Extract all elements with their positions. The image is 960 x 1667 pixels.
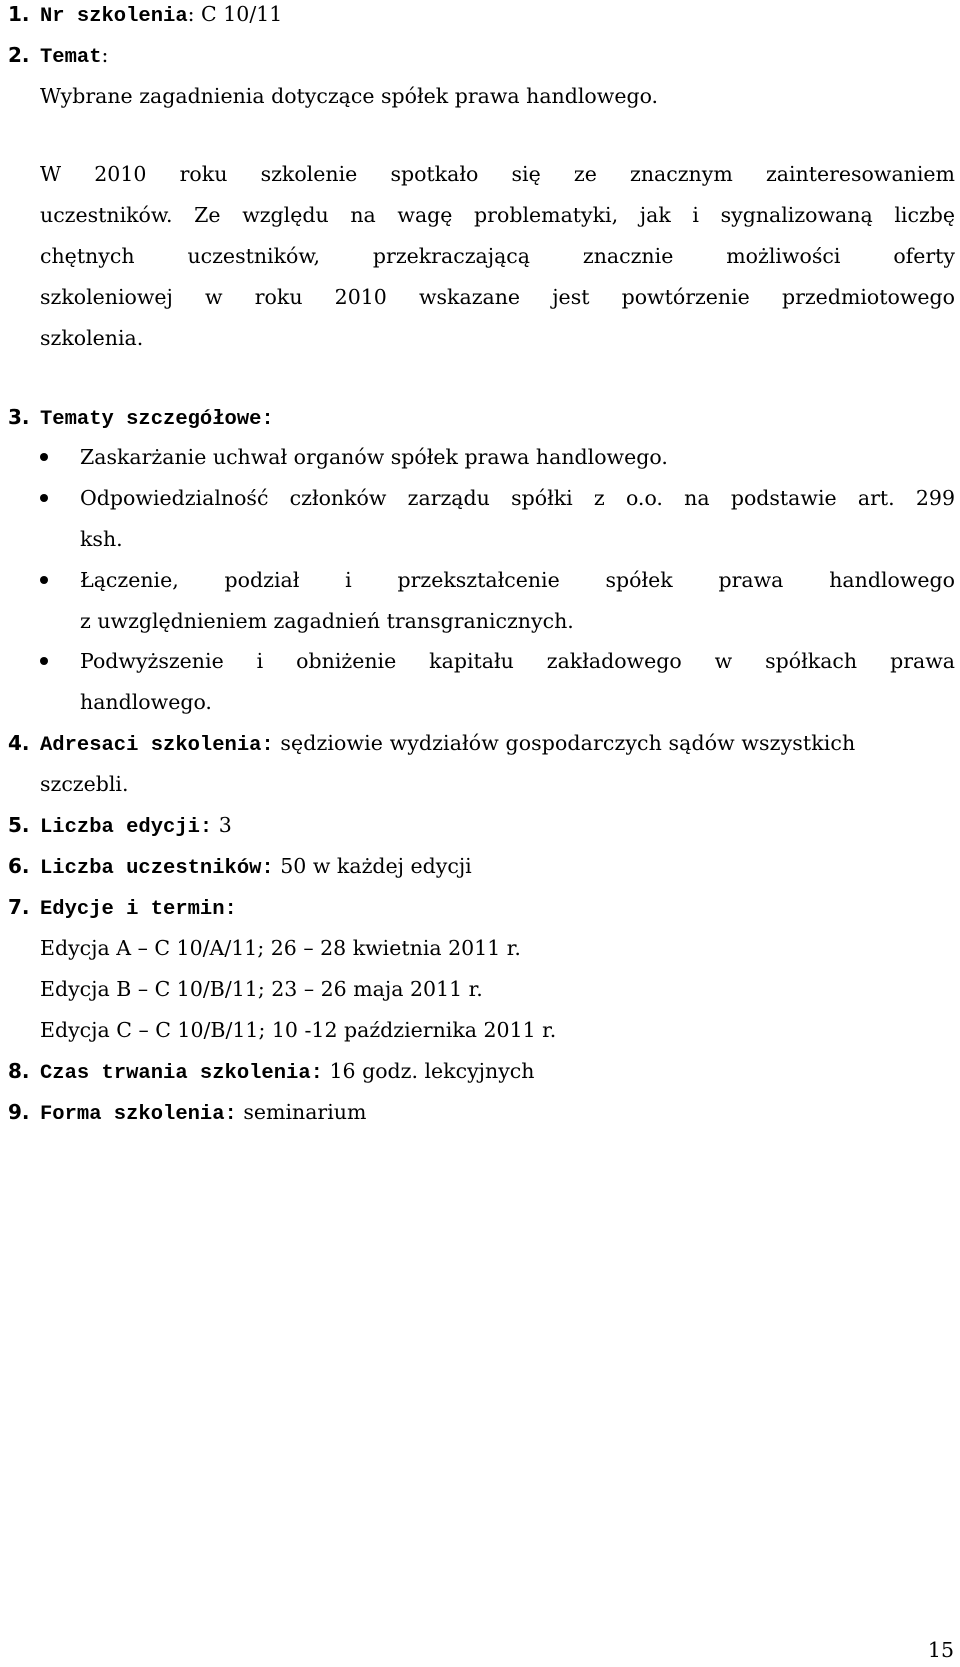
item-colon: :	[101, 43, 109, 67]
item-number: 5.	[8, 813, 30, 837]
item-training-number	[40, 0, 282, 31]
bullet-item-continuation: z uwzględnieniem zagadnień transgranicznych.	[80, 609, 574, 633]
bullet-item: Podwyższenie i obniżenie kapitału zakładowego w spółkach prawa	[80, 649, 955, 673]
item-number: 6.	[8, 854, 30, 878]
item-value-continuation: szczebli.	[40, 772, 129, 796]
bullet-icon	[40, 453, 48, 461]
bullet-item-continuation: ksh.	[80, 527, 123, 551]
item-value: seminarium	[236, 1100, 367, 1124]
item-label: Liczba uczestników:	[40, 857, 274, 880]
topic-paragraph-line: W 2010 roku szkolenie spotkało się ze znacznym zainteresowaniem	[40, 162, 955, 186]
item-number: 4.	[8, 731, 30, 755]
bullet-item-continuation: handlowego.	[80, 690, 212, 714]
item-editions-count	[40, 811, 232, 842]
item-number: 1.	[8, 2, 30, 26]
item-value: sędziowie wydziałów gospodarczych sądów wszystkich	[273, 731, 856, 755]
item-value: 3	[212, 813, 232, 837]
item-label: Czas trwania szkolenia:	[40, 1062, 323, 1085]
item-form	[40, 1098, 366, 1129]
topic-title: Wybrane zagadnienia dotyczące spółek prawa handlowego.	[40, 84, 659, 108]
page-number: 15	[927, 1638, 954, 1662]
item-number: 3.	[8, 405, 30, 429]
bullet-item: Odpowiedzialność członków zarządu spółki z o.o. na podstawie art. 299	[80, 486, 955, 510]
topic-paragraph-line: uczestników. Ze względu na wagę problematyki, jak i sygnalizowaną liczbę	[40, 203, 955, 227]
item-label: Edycje i termin:	[40, 898, 237, 921]
item-label: Tematy szczegółowe:	[40, 408, 274, 431]
topic-paragraph-line: szkolenia.	[40, 326, 144, 350]
bullet-item: Łączenie, podział i przekształcenie spółek prawa handlowego	[80, 568, 955, 592]
item-addressees	[40, 729, 855, 760]
item-participants	[40, 852, 472, 883]
item-duration	[40, 1057, 535, 1088]
item-number: 9.	[8, 1100, 30, 1124]
bullet-icon	[40, 494, 48, 502]
item-label: Liczba edycji:	[40, 816, 213, 839]
item-label: Nr szkolenia	[40, 5, 188, 28]
item-number: 2.	[8, 43, 30, 67]
item-value: 16 godz. lekcyjnych	[322, 1059, 535, 1083]
item-detailed-topics	[40, 403, 274, 434]
topic-paragraph-line: chętnych uczestników, przekraczającą znacznie możliwości oferty	[40, 244, 955, 268]
item-editions-dates	[40, 893, 237, 924]
item-value: : C 10/11	[187, 2, 283, 26]
item-label: Adresaci szkolenia:	[40, 734, 274, 757]
item-topic	[40, 41, 108, 72]
item-label: Forma szkolenia:	[40, 1103, 237, 1126]
bullet-icon	[40, 657, 48, 665]
edition-line: Edycja A – C 10/A/11; 26 – 28 kwietnia 2011 r.	[40, 936, 521, 960]
item-label: Temat	[40, 46, 102, 69]
bullet-item: Zaskarżanie uchwał organów spółek prawa handlowego.	[80, 445, 668, 469]
item-number: 8.	[8, 1059, 30, 1083]
bullet-icon	[40, 576, 48, 584]
item-value: 50 w każdej edycji	[273, 854, 472, 878]
edition-line: Edycja B – C 10/B/11; 23 – 26 maja 2011 r.	[40, 977, 483, 1001]
item-number: 7.	[8, 895, 30, 919]
edition-line: Edycja C – C 10/B/11; 10 -12 października 2011 r.	[40, 1018, 557, 1042]
topic-paragraph-line: szkoleniowej w roku 2010 wskazane jest powtórzenie przedmiotowego	[40, 285, 955, 309]
